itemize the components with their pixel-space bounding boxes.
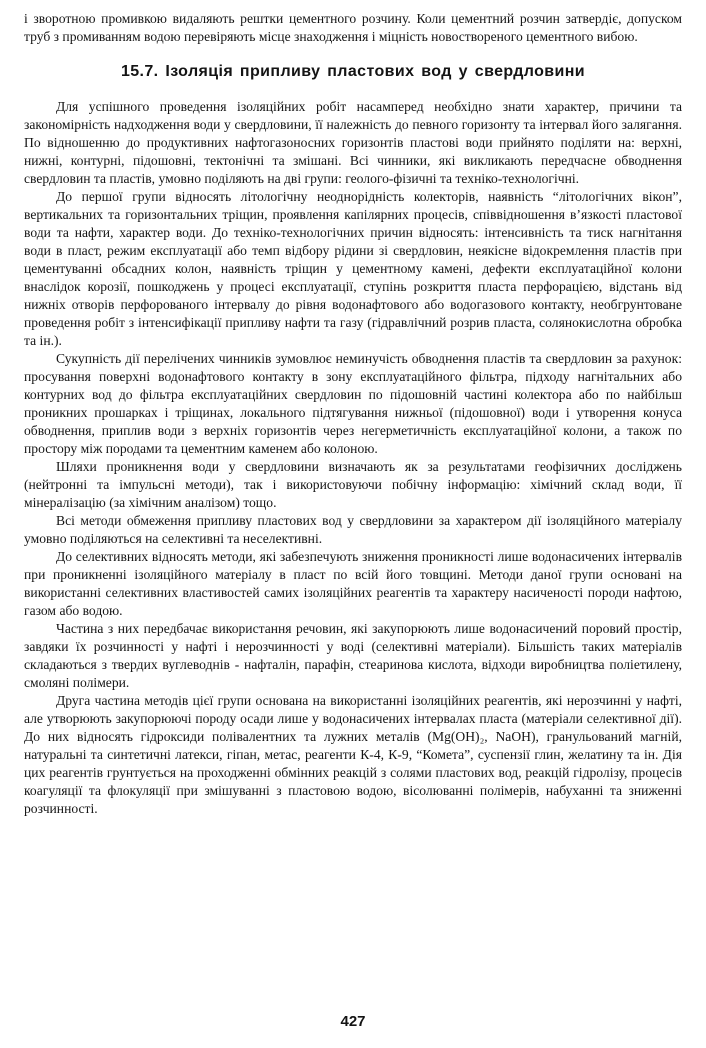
page-number: 427 xyxy=(340,1013,366,1030)
section-title: 15.7. Ізоляція припливу пластових вод у свердловини xyxy=(120,63,586,80)
intro-paragraph: і зворотною промивкою видаляють рештки цементного розчину. Коли цементний розчин затвердіє, допуском труб з промиванням водою перевіряють місце знаходження і міцність новоствореного цементного вибою. xyxy=(24,11,682,44)
paragraph-4: Шляхи проникнення води у свердловини визначають як за результатами геофізичних досліджень (нейтронні та імпульсні методи), так і використовуючи побічну інформацію: хімічний склад води, її мінералізацію (за хімічним аналізом) тощо. xyxy=(24,459,682,510)
paragraph-1: Для успішного проведення ізоляційних робіт насамперед необхідно знати характер, причини та закономірність надходження води у свердловини, її належність до певного горизонту та інтервал його залягання. По відношенню до продуктивних нафтогазоносних горизонтів пластові води прийнято поділяти на: верхні, нижні, контурні, підошовні, тектонічні та змішані. Всі чинники, які викликають передчасне обводнення свердловин та пластів, умовно поділяють на дві групи: геолого-фізичні та техніко-технологічні. xyxy=(24,99,682,186)
paragraph-3: Сукупність дії перелічених чинників зумовлює неминучість обводнення пластів та свердловин за рахунок: просування поверхні водонафтового контакту в зону експлуатаційного фільтра, підходу нагнітальних або контурних вод до фільтра експлуатаційних свердловин по підошовній частині колектора або по найбільш проникних прошарках і тріщинах, локального підтягування нижньої (підошовної) води і утворення конуса обводнення, приплив води з верхніх горизонтів через негерметичність експлуатаційної колони, а також по простору між породами та цементним каменем або колоною. xyxy=(24,351,682,456)
paragraph-2: До першої групи відносять літологічну неоднорідність колекторів, наявність “літологічних вікон”, вертикальних та горизонтальних тріщин, проявлення капілярних процесів, співвідношення в’язкості пластової води та нафти, характер води. До техніко-технологічних причин відносять: інтенсивність та тиск нагнітання води в пласт, режим експлуатації або темп відбору рідини зі свердловин, неякісне відокремлення пластів при цементуванні обсадних колон, наявність тріщин у цементному камені, дефекти експлуатаційної колони внаслідок корозії, пошкоджень у процесі експлуатації, ступінь розкриття пласта перфорацією, відстань від нижніх отворів перфорованого інтервалу до рівня водонафтового або водогазового контакту, необгрунтоване проведення робіт з інтенсифікації припливу нафти та газу (гідравлічний розрив пласта, солянокислотна обробка та ін.). xyxy=(24,189,682,348)
paragraph-7: Частина з них передбачає використання речовин, які закупорюють лише водонасичений поровий простір, завдяки їх розчинності у нафті і нерозчинності у воді (селективні матеріали). Більшість таких матеріалів складаються з твердих вуглеводнів - нафталін, парафін, стеаринова кислота, відходи виробництва поліетилену, смоляні полімери. xyxy=(24,621,682,690)
paragraph-8: Друга частина методів цієї групи основана на використанні ізоляційних реагентів, які нерозчинні у нафті, але утворюють закупорюючі породу осади лише у водонасичених інтервалах пласта (матеріали селективної дії). До них відносять гідроксиди полівалентних та лужних металів (Mg(OH)₂, NaOH), гранульований магній, натуральні та синтетичні латекси, гіпан, метас, реагенти К-4, К-9, “Комета”, суспензії глин, желатину та ін. Дія цих реагентів грунтується на проходженні обмінних реакцій з солями пластових вод, реакцій гідролізу, процесів коагуляції та флокуляції при змішуванні з пластовою водою, вісолюванні полімерів, набуханні та зниженні розчинності. xyxy=(24,693,682,816)
paragraph-5: Всі методи обмеження припливу пластових вод у свердловини за характером дії ізоляційного матеріалу умовно поділяються на селективні та неселективні. xyxy=(24,513,682,546)
page-body xyxy=(24,10,682,818)
paragraph-6: До селективних відносять методи, які забезпечують зниження проникності лише водонасичених інтервалів при проникненні ізоляційного матеріалу в пласт по всій його товщині. Методи даної групи основані на використанні селективних властивостей самих ізоляційних реагентів та характеру насиченості породи нафтою, газом або водою. xyxy=(24,549,682,618)
